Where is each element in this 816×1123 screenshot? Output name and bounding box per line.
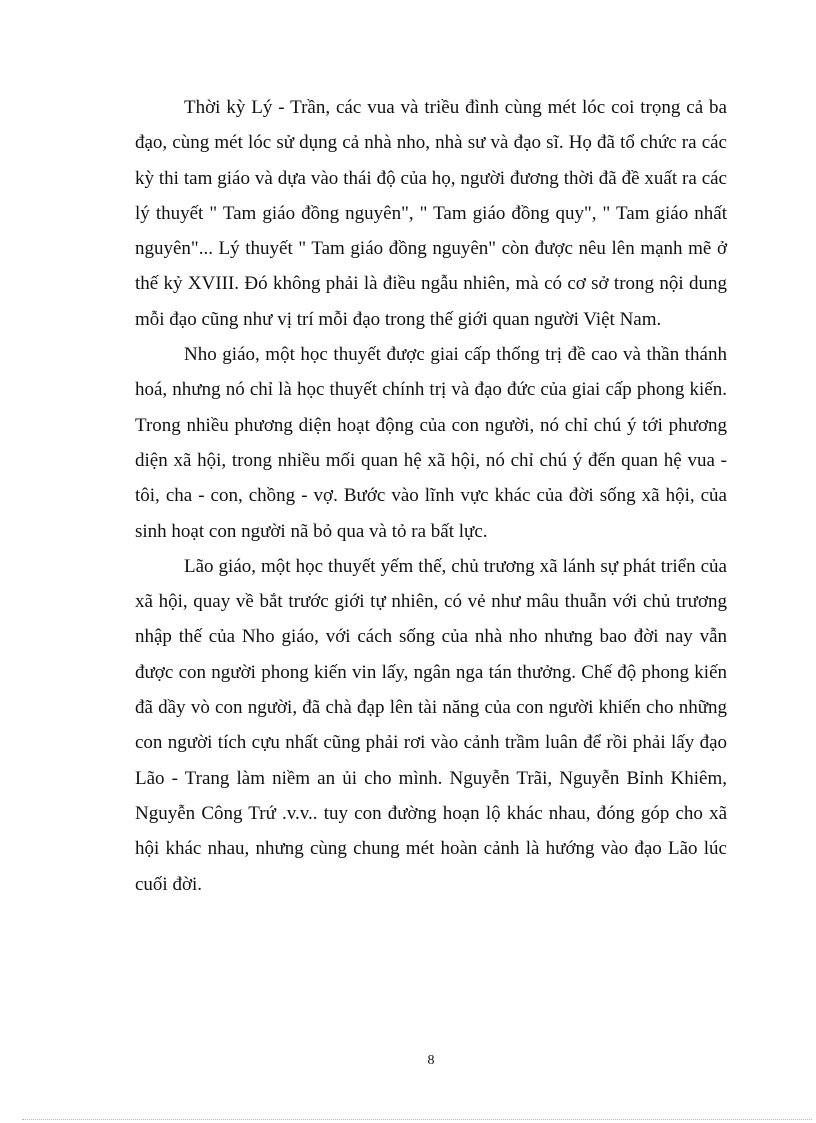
paragraph-3: Lão giáo, một học thuyết yếm thế, chủ trương xã lánh sự phát triển của xã hội, quay về bắt trước giới tự nhiên, có vẻ như mâu thuẫn với chủ trương nhập thế của Nho giáo, với cách sống của nhà nho nhưng bao đời nay vẫn được con người phong kiến vin lấy, ngân nga tán thưởng. Chế độ phong kiến đã dầy vò con người, đã chà đạp lên tài năng của con người khiến cho những con người tích cựu nhất cũng phải rơi vào cảnh trầm luân để rồi phải lấy đạo Lão - Trang làm niềm an ủi cho mình. Nguyễn Trãi, Nguyễn Bỉnh Khiêm, Nguyễn Công Trứ .v.v.. tuy con đường hoạn lộ khác nhau, đóng góp cho xã hội khác nhau, nhưng cùng chung mét hoàn cảnh là hướng vào đạo Lão lúc cuối đời. xyxy=(135,555,727,895)
bottom-divider xyxy=(22,1119,812,1120)
paragraph-2: Nho giáo, một học thuyết được giai cấp thống trị đề cao và thần thánh hoá, nhưng nó chỉ là học thuyết chính trị và đạo đức của giai cấp phong kiến. Trong nhiều phương diện hoạt động của con người, nó chỉ chú ý tới phương diện xã hội, trong nhiều mối quan hệ xã hội, nó chỉ chú ý đến quan hệ vua - tôi, cha - con, chồng - vợ. Bước vào lĩnh vực khác của đời sống xã hội, của sinh hoạt con người nã bỏ qua và tỏ ra bất lực. xyxy=(135,344,727,542)
page-number: 8 xyxy=(427,1053,435,1068)
paragraph-1: Thời kỳ Lý - Trần, các vua và triều đình cùng mét lóc coi trọng cả ba đạo, cùng mét lóc sử dụng cả nhà nho, nhà sư và đạo sĩ. Họ đã tổ chức ra các kỳ thi tam giáo và dựa vào thái độ của họ, người đương thời đã đề xuất ra các lý thuyết " Tam giáo đồng nguyên", " Tam giáo đồng quy", " Tam giáo nhất nguyên"... Lý thuyết " Tam giáo đồng nguyên" còn được nêu lên mạnh mẽ ở thế kỷ XVIII. Đó không phải là điều ngẫu nhiên, mà có cơ sở trong nội dung mỗi đạo cũng như vị trí mỗi đạo trong thế giới quan người Việt Nam. xyxy=(135,97,727,330)
body-text xyxy=(135,90,727,902)
